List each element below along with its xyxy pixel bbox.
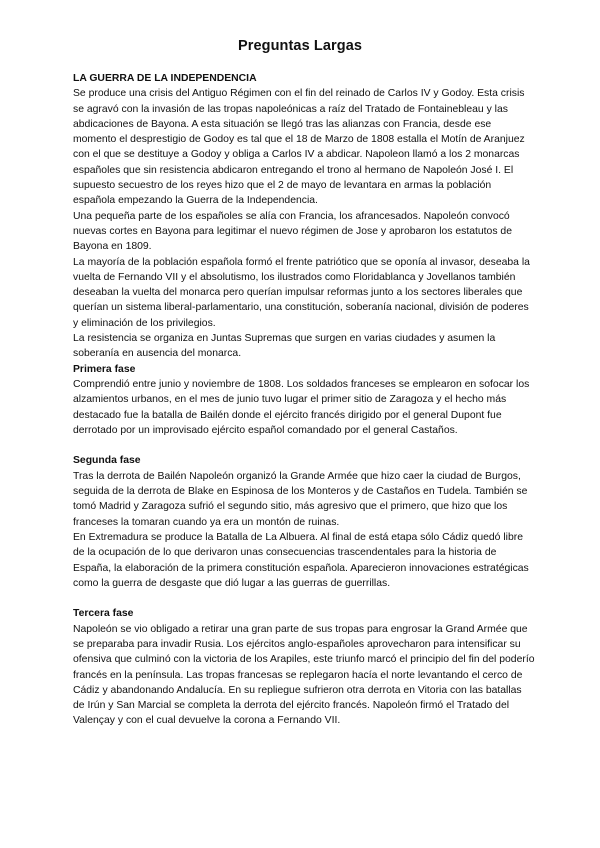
section-heading: LA GUERRA DE LA INDEPENDENCIA bbox=[73, 73, 257, 84]
phase-heading: Primera fase bbox=[73, 363, 136, 375]
paragraph: Se produce una crisis del Antiguo Régimen con el fin del reinado de Carlos IV y Godoy. Esta crisis se agravó con la invasión de las tropas napoleónicas a raíz del Tratado de Fontainebleau y las abdicaciones de Bayona. A esta situación se llegó tras las alianzas con Francia, desde ese momento el desprestigio de Godoy es tal que el 18 de Marzo de 1808 estalla el Motín de Aranjuez con el que se destituye a Godoy y obliga a Carlos IV a abdicar. Napoleon llamó a los 2 monarcas españoles que sin resistencia abdicaron entregando el trono al hermano de Napoleón José I. El supuesto secuestro de los reyes hizo que el 2 de mayo de levantara en armas la población española empezando la Guerra de la Independencia. bbox=[73, 88, 525, 207]
paragraph: Napoleón se vio obligado a retirar una gran parte de sus tropas para engrosar la Grand Armée que se preparaba para invadir Rusia. Los ejércitos anglo-españoles aprovecharon para intensificar su ofensiva que culminó con la victoria de los Arapiles, este triunfo marcó el principio del fin del poderío francés en la península. Las tropas francesas se replegaron hacía el norte levantando el cerco de Cádiz y abandonando Andalucía. En su repliegue sufrieron otra derrota en Vitoria con las batallas de Irún y San Marcial se completa la derrota del ejército francés. Napoleón firmó el Tratado del Valençay y con el cual devuelve la corona a Fernando VII. bbox=[73, 623, 535, 727]
blank-line bbox=[73, 438, 535, 453]
phase-heading: Tercera fase bbox=[73, 608, 134, 620]
phase-heading: Segunda fase bbox=[73, 455, 141, 467]
paragraph: Una pequeña parte de los españoles se alía con Francia, los afrancesados. Napoleón convocó nuevas cortes en Bayona para legitimar el nuevo régimen de Jose y aprobaron los estatutos de Bayona en 1809. bbox=[73, 210, 512, 253]
document-body bbox=[73, 71, 535, 729]
paragraph: La mayoría de la población española formó el frente patriótico que se oponía al invasor, deseaba la vuelta de Fernando VII y el absolutismo, los ilustrados como Floridablanca y Jovellanos también deseaban la vuelta del monarca pero querían impulsar reformas junto a los sectores liberales que querían un sistema liberal-parlamentario, una constitución, soberanía nacional, división de poderes y eliminación de los privilegios. bbox=[73, 256, 530, 329]
paragraph: Tras la derrota de Bailén Napoleón organizó la Grande Armée que hizo caer la ciudad de Burgos, seguida de la derrota de Blake en Espinosa de los Monteros y de Castaños en Tudela. También se tomó Madrid y Zaragoza sufrió el segundo sitio, más agresivo que el primero, que hizo que los franceses la tomaran cuando ya era un montón de ruinas. bbox=[73, 470, 528, 528]
page-title: Preguntas Largas bbox=[237, 38, 363, 54]
paragraph: La resistencia se organiza en Juntas Supremas que surgen en varias ciudades y asumen la soberanía en ausencia del monarca. bbox=[73, 333, 496, 360]
paragraph: En Extremadura se produce la Batalla de La Albuera. Al final de está etapa sólo Cádiz quedó libre de la ocupación de lo que derivaron unas consecuencias trascendentales para la historia de España, la elaboración de la primera constitución española. Aparecieron innovaciones estratégicas como la guerra de desgaste que dió lugar a las guerras de guerrillas. bbox=[73, 531, 529, 589]
paragraph: Comprendió entre junio y noviembre de 1808. Los soldados franceses se emplearon en sofocar los alzamientos urbanos, en el mes de junio tuvo lugar el primer sitio de Zaragoza y el hecho más destacado fue la batalla de Bailén donde el ejército francés dirigido por el general Dupont fue derrotado por un improvisado ejército español comandado por el general Castaños. bbox=[73, 378, 530, 436]
blank-line bbox=[73, 591, 535, 606]
